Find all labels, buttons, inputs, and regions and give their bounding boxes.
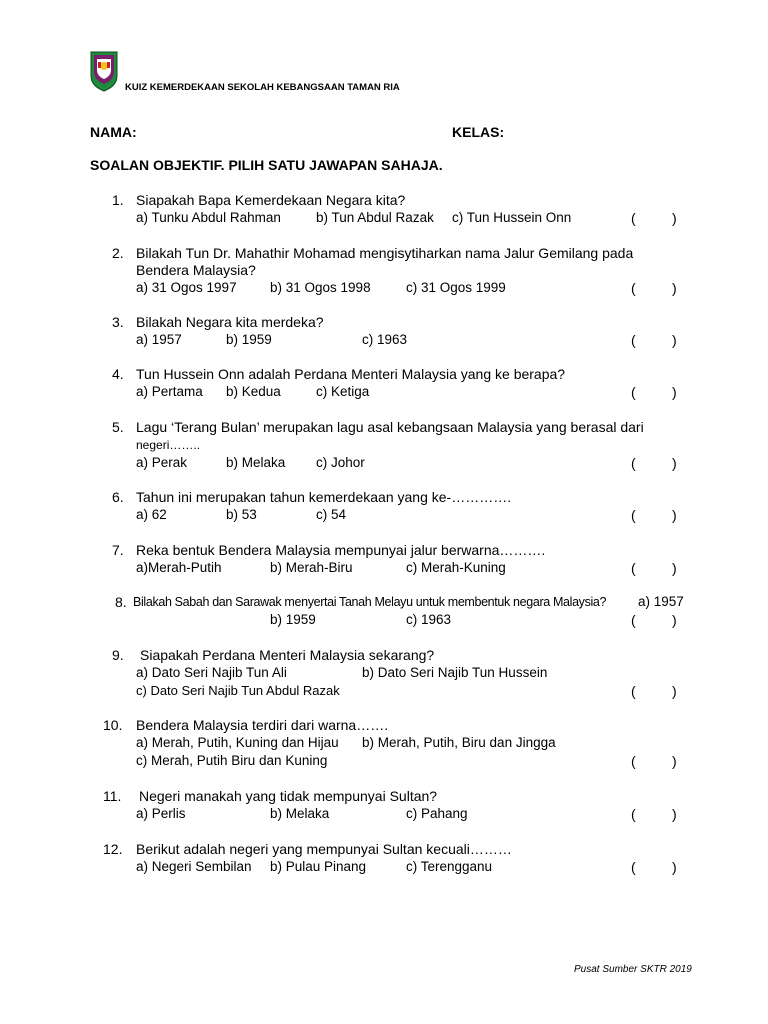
answer-box-close: ) [672, 280, 677, 296]
option-c: c) Merah-Kuning [406, 560, 506, 575]
question-number: 8. [115, 594, 127, 610]
question-number: 9. [112, 647, 124, 663]
option-a: a) Pertama [136, 384, 203, 399]
answer-box-open: ( [631, 859, 636, 875]
answer-box-close: ) [672, 210, 677, 226]
option-a: a)Merah-Putih [136, 560, 222, 575]
option-c: c) 31 Ogos 1999 [406, 280, 506, 295]
answer-box-close: ) [672, 753, 677, 769]
option-b: b) 31 Ogos 1998 [270, 280, 371, 295]
option-a: a) Perak [136, 455, 188, 470]
answer-box-close: ) [672, 560, 677, 576]
answer-box-close: ) [672, 507, 677, 523]
answer-box-open: ( [631, 753, 636, 769]
option-c: c) 1963 [362, 332, 408, 347]
class-label: KELAS: [452, 124, 505, 140]
answer-box-close: ) [672, 332, 677, 348]
option-a: a) Tunku Abdul Rahman [136, 210, 281, 225]
option-a: a) Dato Seri Najib Tun Ali [136, 665, 287, 680]
question-number: 5. [112, 419, 124, 435]
answer-box-close: ) [672, 612, 677, 628]
question-number: 7. [112, 542, 124, 558]
option-c: c) Ketiga [316, 384, 370, 399]
option-c: c) Pahang [406, 806, 468, 821]
option-c: c) Tun Hussein Onn [452, 210, 572, 225]
school-title: KUIZ KEMERDEKAAN SEKOLAH KEBANGSAAN TAMAN RIA [125, 82, 400, 93]
option-b: b) 1959 [270, 612, 316, 627]
option-b: b) Kedua [226, 384, 281, 399]
question-text: Siapakah Bapa Kemerdekaan Negara kita? [136, 192, 406, 208]
question-number: 6. [112, 489, 124, 505]
answer-box-open: ( [631, 384, 636, 400]
option-c: c) 54 [316, 507, 347, 522]
option-a: a) 1957 [638, 594, 684, 609]
answer-box-close: ) [672, 455, 677, 471]
answer-box-open: ( [631, 332, 636, 348]
answer-box-open: ( [631, 612, 636, 628]
option-b: b) 53 [226, 507, 257, 522]
option-a: a) 31 Ogos 1997 [136, 280, 237, 295]
question-text: Berikut adalah negeri yang mempunyai Sultan kecuali……… [136, 841, 512, 857]
option-b: b) 1959 [226, 332, 272, 347]
option-b: b) Dato Seri Najib Tun Hussein [362, 665, 548, 680]
question-number: 4. [112, 366, 124, 382]
option-b: b) Melaka [270, 806, 330, 821]
instruction-text: SOALAN OBJEKTIF. PILIH SATU JAWAPAN SAHAJA. [90, 157, 443, 173]
answer-box-close: ) [672, 806, 677, 822]
answer-box-open: ( [631, 560, 636, 576]
option-b: b) Pulau Pinang [270, 859, 367, 874]
answer-box-close: ) [672, 859, 677, 875]
answer-box-open: ( [631, 806, 636, 822]
question-text: Siapakah Perdana Menteri Malaysia sekarang? [140, 647, 435, 663]
question-number: 2. [112, 245, 124, 261]
question-text: Bilakah Sabah dan Sarawak menyertai Tanah Melayu untuk membentuk negara Malaysia? [133, 595, 607, 609]
footer-text: Pusat Sumber SKTR 2019 [574, 964, 692, 975]
option-c: c) Merah, Putih Biru dan Kuning [136, 753, 328, 768]
question-text: Tun Hussein Onn adalah Perdana Menteri Malaysia yang ke berapa? [136, 366, 566, 382]
school-crest-icon [89, 50, 119, 92]
option-a: a) 62 [136, 507, 167, 522]
answer-box-close: ) [672, 683, 677, 699]
option-c: c) Johor [316, 455, 365, 470]
question-text: Negeri manakah yang tidak mempunyai Sultan? [139, 788, 438, 804]
question-number: 10. [103, 717, 123, 733]
option-b: b) Merah-Biru [270, 560, 353, 575]
option-b: b) Merah, Putih, Biru dan Jingga [362, 735, 556, 750]
name-label: NAMA: [90, 124, 137, 140]
question-text-line2: negeri…….. [136, 438, 201, 452]
option-a: a) 1957 [136, 332, 182, 347]
question-text-line2: Bendera Malaysia? [136, 262, 256, 278]
answer-box-open: ( [631, 683, 636, 699]
answer-box-open: ( [631, 507, 636, 523]
option-c: c) 1963 [406, 612, 452, 627]
question-text: Tahun ini merupakan tahun kemerdekaan yang ke-…………. [136, 489, 512, 505]
answer-box-open: ( [631, 210, 636, 226]
question-text: Bilakah Negara kita merdeka? [136, 314, 324, 330]
question-text: Bendera Malaysia terdiri dari warna……. [136, 717, 389, 733]
option-b: b) Tun Abdul Razak [316, 210, 434, 225]
question-text: Reka bentuk Bendera Malaysia mempunyai jalur berwarna………. [136, 542, 546, 558]
answer-box-open: ( [631, 280, 636, 296]
option-a: a) Merah, Putih, Kuning dan Hijau [136, 735, 339, 750]
question-text: Bilakah Tun Dr. Mahathir Mohamad mengisytiharkan nama Jalur Gemilang pada [136, 245, 634, 261]
answer-box-open: ( [631, 455, 636, 471]
question-number: 3. [112, 314, 124, 330]
option-a: a) Perlis [136, 806, 186, 821]
option-c: c) Terengganu [406, 859, 493, 874]
question-number: 11. [103, 788, 122, 804]
option-c: c) Dato Seri Najib Tun Abdul Razak [136, 683, 340, 698]
question-number: 12. [103, 841, 123, 857]
question-text: Lagu ‘Terang Bulan’ merupakan lagu asal kebangsaan Malaysia yang berasal dari [136, 419, 644, 435]
option-b: b) Melaka [226, 455, 286, 470]
option-a: a) Negeri Sembilan [136, 859, 252, 874]
answer-box-close: ) [672, 384, 677, 400]
question-number: 1. [112, 192, 124, 208]
